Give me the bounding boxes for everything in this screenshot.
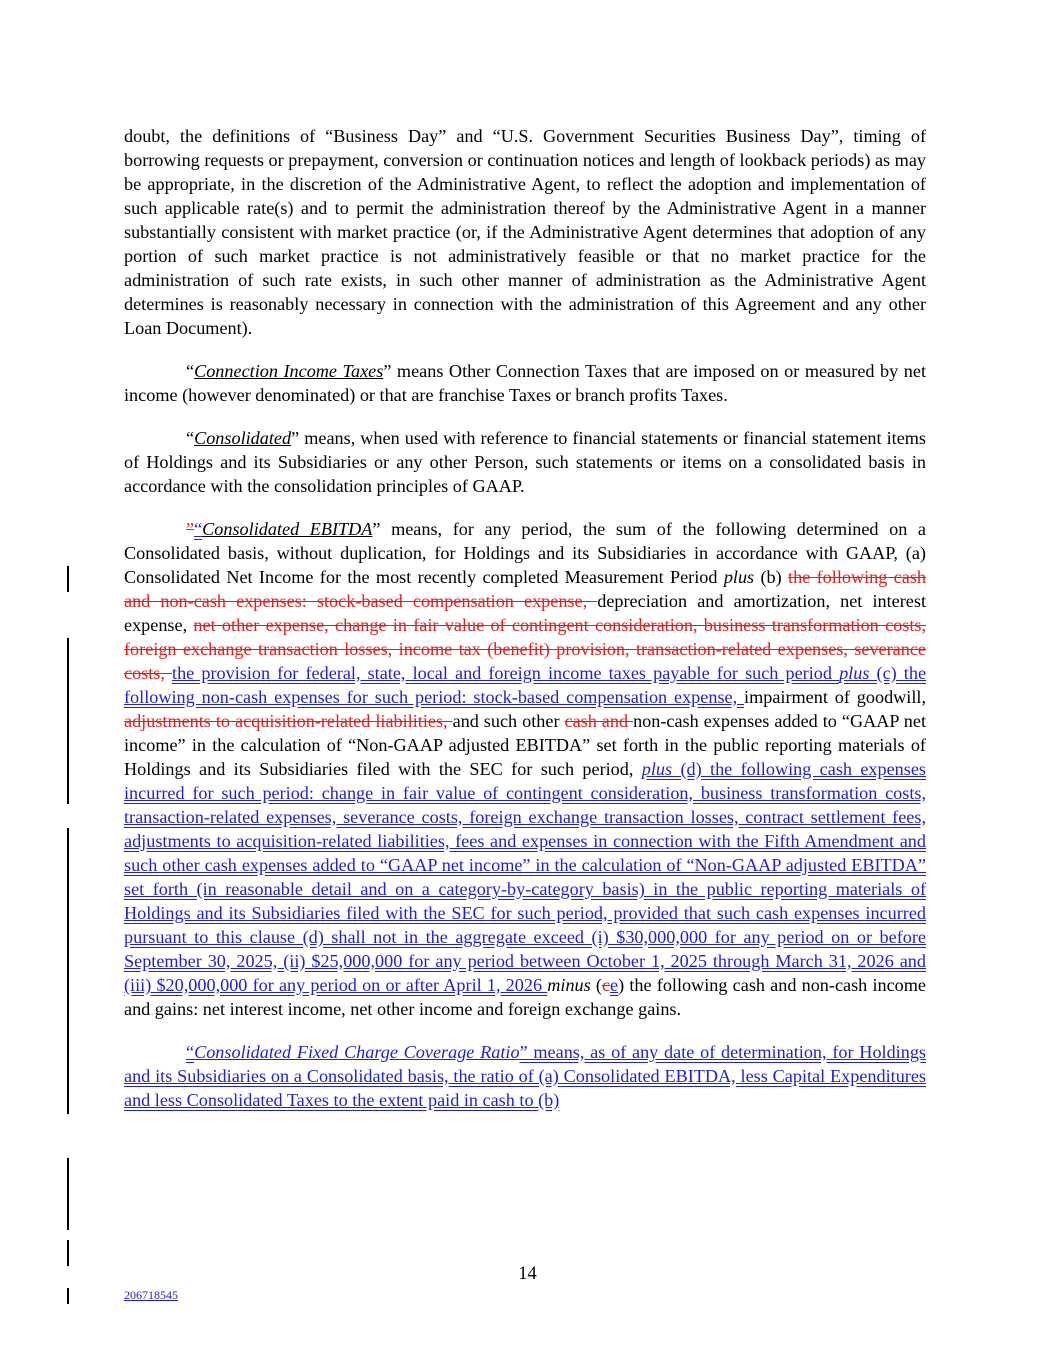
inserted-text: ” means, as of any date of determination, for Holdings and its Subsidiaries on a Consolidated basis, the ratio of (a) Consolidated EBITDA, less Capital Expenditures and less Consolidated Taxes to the extent paid in cash to (b) [124, 1042, 927, 1110]
definition-text: ( [590, 975, 602, 995]
minus-term: minus [547, 975, 591, 995]
definition-text: impairment of goodwill, [744, 687, 927, 707]
definition-text: ” means, for any period, the sum of the following determined on a Consolidated basis, without duplication, for Holdings and its Subsidiaries in accordance with GAAP, (a) Consolidated Net Income for the most recently completed Measurement Period [124, 519, 926, 587]
document-body [124, 124, 926, 1131]
change-bar [67, 638, 69, 804]
definition-text: ” means Other Connection Taxes that are imposed on or measured by net income (however denominated) or that are franchise Taxes or branch profits Taxes. [124, 361, 926, 405]
defined-term: Consolidated Fixed Charge Coverage Ratio [194, 1042, 520, 1062]
defined-term: Connection Income Taxes [194, 361, 384, 381]
inserted-text: “ [194, 519, 203, 539]
definition-consolidated-ebitda [124, 517, 926, 1021]
deleted-text: adjustments to acquisition-related liabilities, [124, 711, 453, 731]
definition-text: and such other [452, 711, 565, 731]
change-bar [67, 566, 69, 592]
definition-text: non-cash expenses added to “GAAP net income” in the calculation of “Non-GAAP adjusted EBITDA” set forth in the public reporting materials of Holdings and its Subsidiaries filed with the SEC for such period, [124, 711, 927, 779]
inserted-text: (c) the following non-cash expenses for such period: stock-based compensation expense, [124, 663, 927, 707]
definition-text: depreciation and amortization, net interest expense, [124, 591, 926, 635]
defined-term: Consolidated [194, 428, 292, 448]
deleted-text: cash and [564, 711, 634, 731]
inserted-text: “ [186, 1042, 195, 1062]
change-bar [67, 1288, 69, 1304]
definition-fixed-charge-coverage-ratio [124, 1040, 926, 1112]
definition-text: (b) [754, 567, 789, 587]
inserted-text: (d) the following cash expenses incurred for such period: change in fair value of contingent consideration, business transformation costs, transaction-related expenses, severance costs, foreign exchange transaction losses, contract settlement fees, adjustments to acquisition-related liabilities, fees and expenses in connection with the Fifth Amendment and such other cash expenses added to “GAAP net income” in the calculation of “Non-GAAP adjusted EBITDA” set forth (in reasonable detail and on a category-by-category basis) in the public reporting materials of Holdings and its Subsidiaries filed with the SEC for such period, provided that such cash expenses incurred pursuant to this clause (d) shall not in the aggregate exceed (i) $30,000,000 for any period on or before September 30, 2025, (ii) $25,000,000 for any period between October 1, 2025 through March 31, 2026 and (iii) $20,000,000 for any period on or after April 1, 2026 [124, 759, 926, 995]
change-bar [67, 828, 69, 1114]
document-id: 206718545 [124, 1288, 178, 1302]
page-number: 14 [518, 1264, 537, 1284]
inserted-plus-term: plus [641, 759, 673, 779]
definition-connection-income-taxes: “Connection Income Taxes” means Other Connection Taxes that are imposed on or measured by net income (however denominated) or that are franchise Taxes or branch profits Taxes. [124, 361, 926, 405]
intro-paragraph: doubt, the definitions of “Business Day” and “U.S. Government Securities Business Day”, timing of borrowing requests or prepayment, conversion or continuation notices and length of lookback periods) as may be appropriate, in the discretion of the Administrative Agent, to reflect the adoption and implementation of such applicable rate(s) and to permit the administration thereof by the Administrative Agent in a manner substantially consistent with market practice (or, if the Administrative Agent determines that adoption of any portion of such market practice is not administratively feasible or that no market practice for the administration of such rate exists, in such other manner of administration as the Administrative Agent determines is reasonably necessary in connection with the administration of this Agreement and any other Loan Document). [124, 126, 926, 338]
inserted-plus-term: plus [839, 663, 870, 683]
change-bar [67, 1240, 69, 1266]
definition-text: ) the following cash and non-cash income and gains: net interest income, net other income and foreign exchange gains. [124, 975, 926, 1019]
definition-consolidated: “Consolidated” means, when used with reference to financial statements or financial statement items of Holdings and its Subsidiaries or any other Person, such statements or items on a consolidated basis in accordance with the consolidation principles of GAAP. [124, 428, 926, 496]
deleted-text: c [601, 975, 611, 995]
defined-term: Consolidated EBITDA [202, 519, 373, 539]
deleted-text: net other expense, change in fair value of contingent consideration, business transformation costs, foreign exchange transaction losses, income tax (benefit) provision, transaction-related expenses, severance costs, [124, 615, 926, 683]
inserted-text: the provision for federal, state, local and foreign income taxes payable for such period [172, 663, 840, 683]
deleted-text: the following cash and non-cash expenses: stock-based compensation expense, [124, 567, 926, 611]
deleted-text: ” [186, 519, 195, 539]
change-bar [67, 1158, 69, 1230]
inserted-text: e [610, 975, 619, 995]
plus-term: plus [723, 567, 755, 587]
definition-text: ” means, when used with reference to financial statements or financial statement items of Holdings and its Subsidiaries or any other Person, such statements or items on a consolidated basis in accordance with the consolidation principles of GAAP. [124, 428, 926, 496]
